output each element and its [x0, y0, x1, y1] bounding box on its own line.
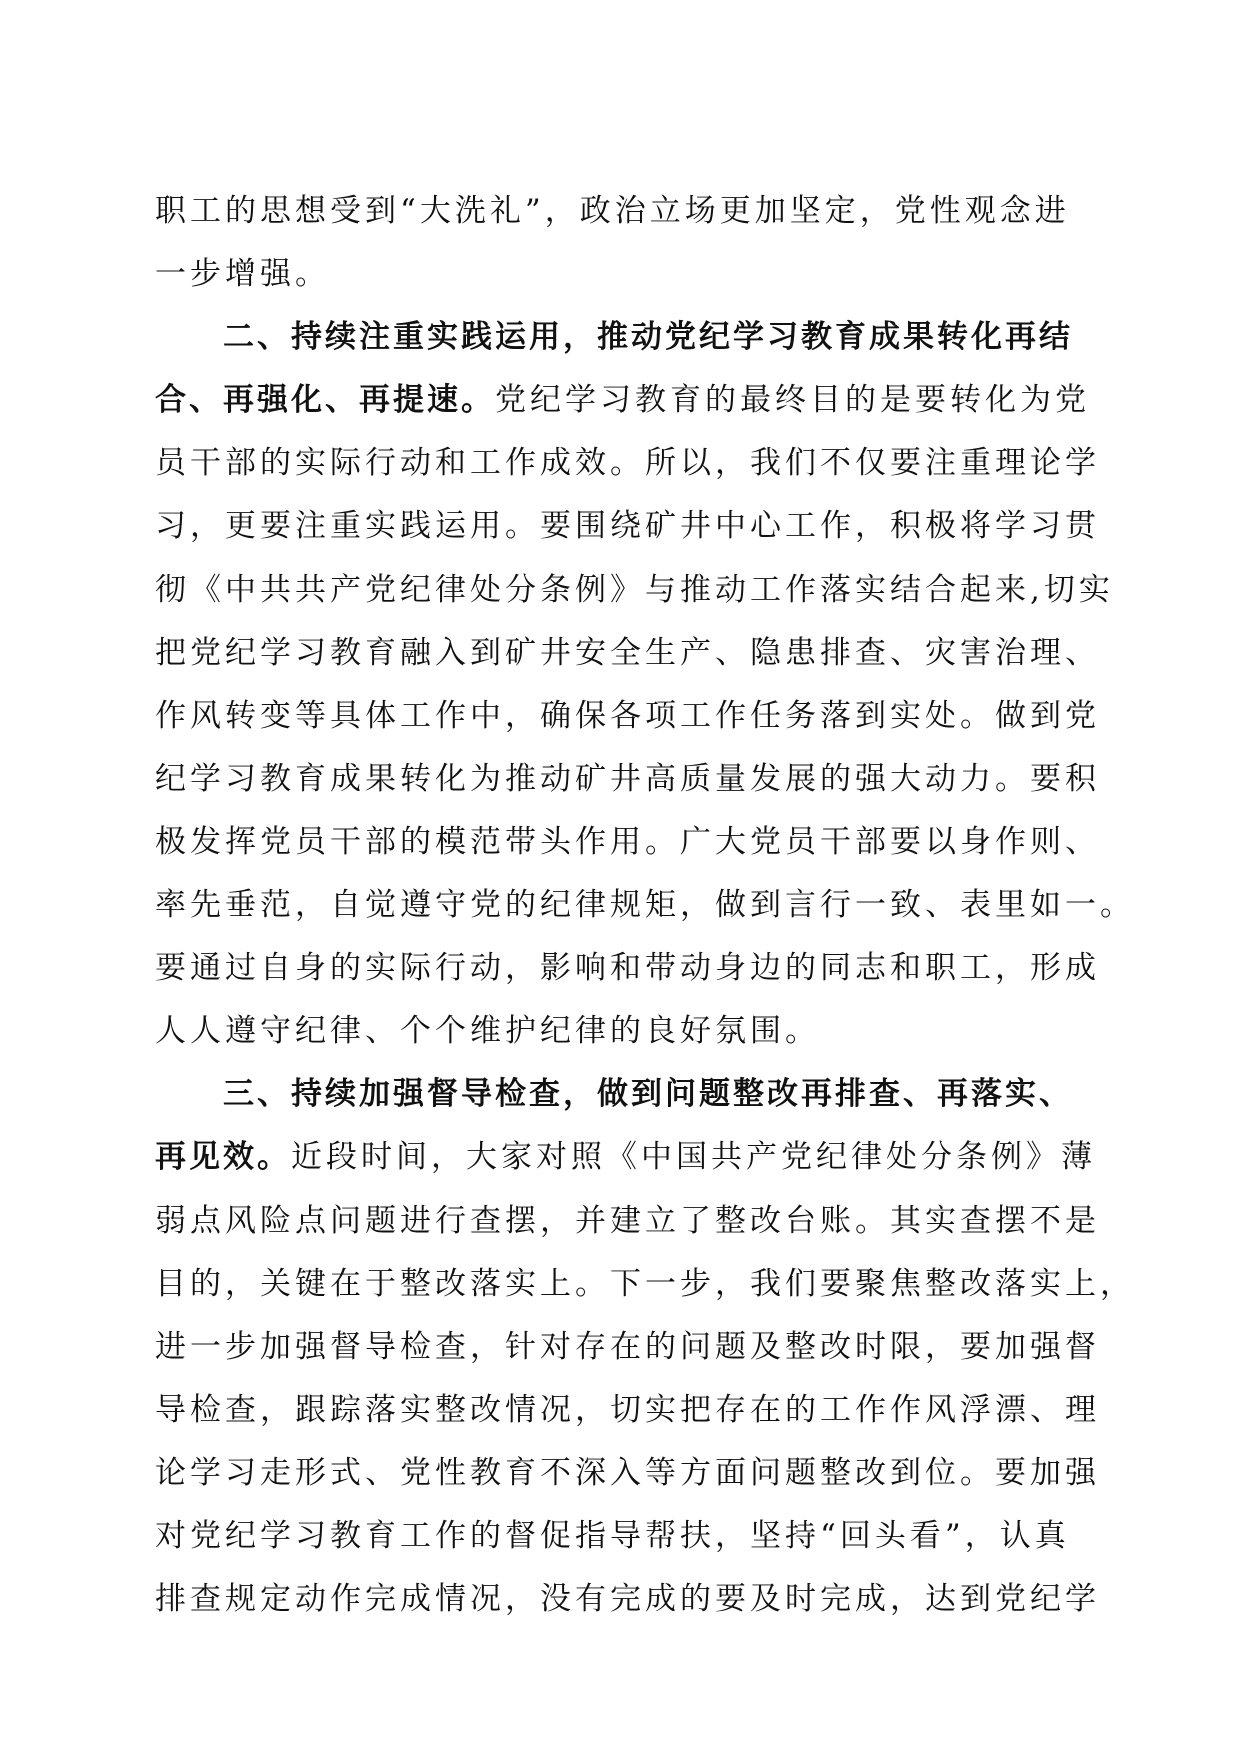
body-text: [155, 180, 1135, 1631]
text-line: [155, 1442, 1100, 1505]
section-heading-text: 合、再强化、再提速。: [155, 382, 495, 419]
paragraph-text: 一步增强。: [155, 256, 330, 293]
paragraph-text: 作风转变等具体工作中，确保各项工作任务落到实处。做到党: [155, 697, 1100, 734]
paragraph-text: 极发挥党员干部的模范带头作用。广大党员干部要以身作则、: [155, 823, 1100, 860]
section-heading-text: 三、持续加强督导检查，做到问题整改再排查、再落实、: [223, 1076, 1073, 1113]
text-line: [155, 748, 1100, 811]
paragraph-text: 职工的思想受到“大洗礼”，政治立场更加坚定，党性观念进: [155, 193, 1070, 229]
text-line: [155, 811, 1100, 874]
paragraph-text: 对党纪学习教育工作的督促指导帮扶，坚持“回头看”，认真: [155, 1517, 1070, 1554]
paragraph-text: 党纪学习教育的最终目的是要转化为党: [495, 382, 1090, 419]
paragraph-text: 弱点风险点问题进行查摆，并建立了整改台账。其实查摆不是: [155, 1202, 1100, 1239]
paragraph-text: 纪学习教育成果转化为推动矿井高质量发展的强大动力。要积: [155, 760, 1100, 797]
paragraph-text: 论学习走形式、党性教育不深入等方面问题整改到位。要加强: [155, 1454, 1100, 1491]
text-line: [155, 1505, 1075, 1568]
text-line: [155, 369, 1090, 432]
text-line: [155, 495, 1100, 558]
text-line: [155, 243, 1075, 306]
text-line: [155, 622, 1100, 685]
paragraph-text: 目的，关键在于整改落实上。下一步，我们要聚焦整改落实上，: [155, 1265, 1135, 1302]
paragraph-text: 习，更要注重实践运用。要围绕矿井中心工作，积极将学习贯: [155, 508, 1100, 545]
text-line: [155, 1063, 1075, 1126]
paragraph-text: 进一步加强督导检查，针对存在的问题及整改时限，要加强督: [155, 1328, 1100, 1365]
section-heading-text: 再见效。: [155, 1139, 291, 1176]
paragraph-text: 导检查，跟踪落实整改情况，切实把存在的工作作风浮漂、理: [155, 1391, 1100, 1428]
text-line: [155, 1190, 1100, 1253]
text-line: [155, 180, 1075, 243]
paragraph-text: 把党纪学习教育融入到矿井安全生产、隐患排查、灾害治理、: [155, 634, 1100, 671]
text-line: [155, 1253, 1135, 1316]
paragraph-text: 要通过自身的实际行动，影响和带动身边的同志和职工，形成: [155, 950, 1100, 987]
paragraph-text: 人人遵守纪律、个个维护纪律的良好氛围。: [155, 1013, 820, 1050]
text-line: [155, 937, 1100, 1000]
text-line: [155, 874, 1135, 937]
text-line: [155, 559, 1114, 622]
paragraph-text: 率先垂范，自觉遵守党的纪律规矩，做到言行一致、表里如一。: [155, 887, 1135, 924]
paragraph-text: 员干部的实际行动和工作成效。所以，我们不仅要注重理论学: [155, 445, 1100, 482]
section-heading-text: 二、持续注重实践运用，推动党纪学习教育成果转化再结: [223, 319, 1073, 356]
paragraph-text: 排查规定动作完成情况，没有完成的要及时完成，达到党纪学: [155, 1581, 1100, 1618]
text-line: [155, 1000, 1075, 1063]
paragraph-text: 近段时间，大家对照《中国共产党纪律处分条例》薄: [291, 1139, 1096, 1176]
text-line: [155, 432, 1100, 495]
text-line: [155, 306, 1075, 369]
text-line: [155, 1126, 1096, 1189]
text-line: [155, 1316, 1100, 1379]
paragraph-text: 彻《中共共产党纪律处分条例》与推动工作落实结合起来,切实: [155, 571, 1114, 608]
text-line: [155, 1379, 1100, 1442]
text-line: [155, 685, 1100, 748]
text-line: [155, 1568, 1100, 1631]
